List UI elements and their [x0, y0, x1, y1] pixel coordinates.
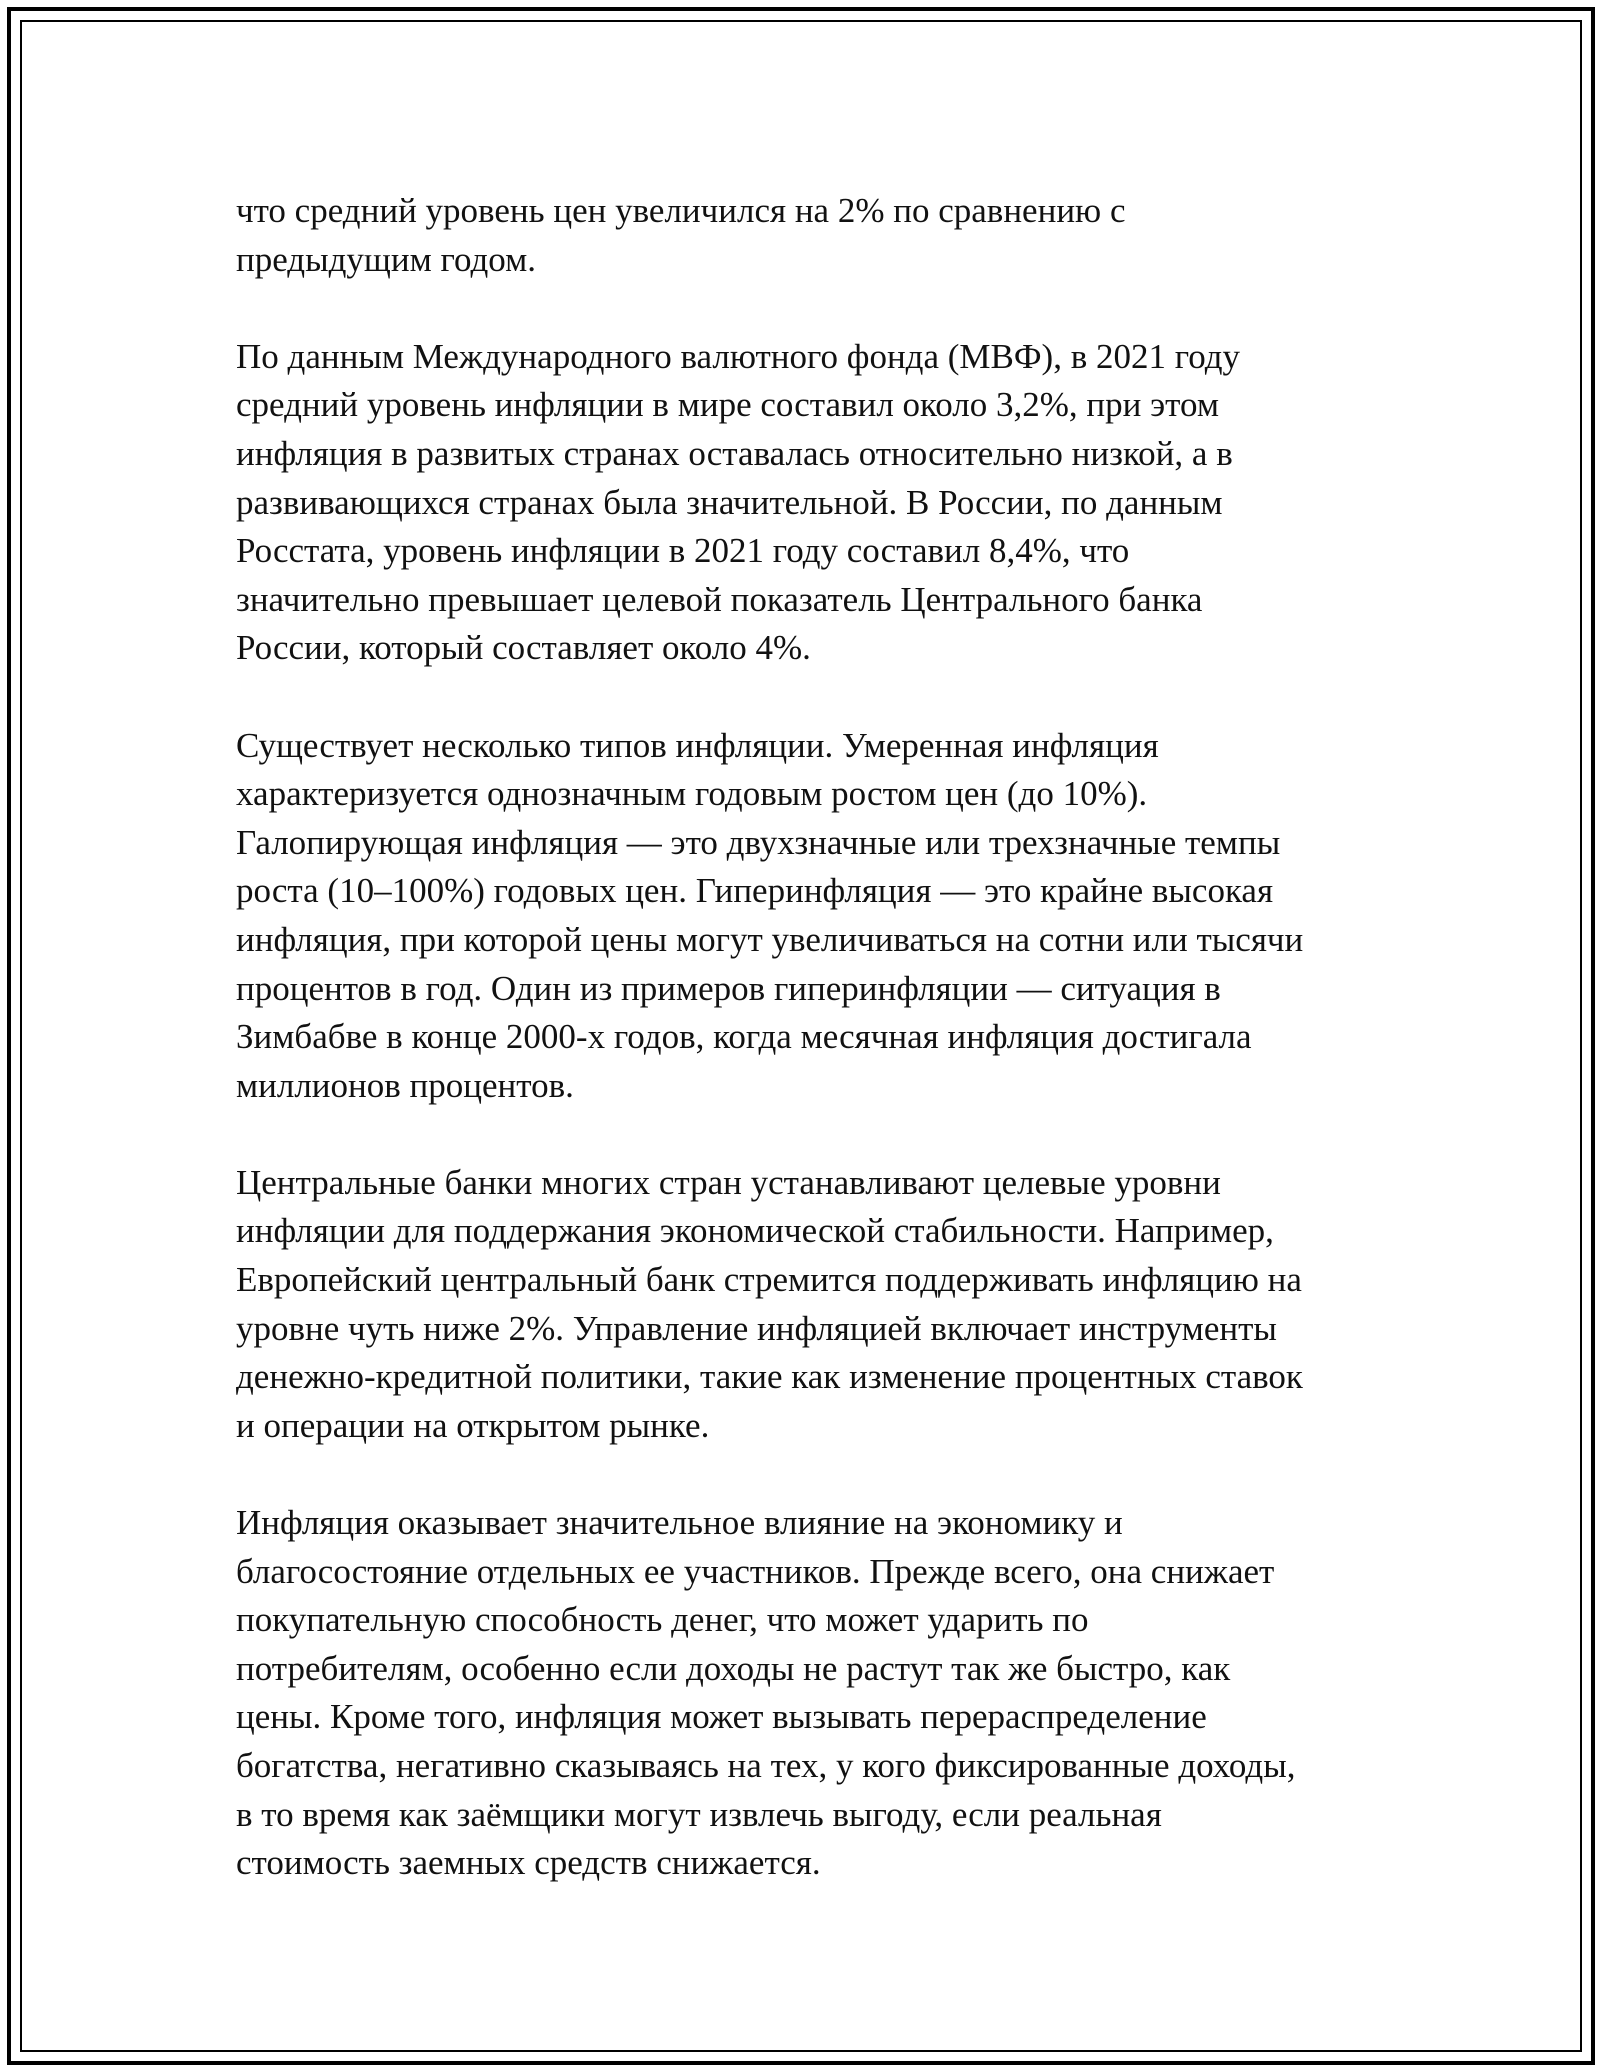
text-line: инфляция в развитых странах оставалась относительно низкой, а в [236, 433, 1233, 473]
text-line: в то время как заёмщики могут извлечь выгоду, если реальная [236, 1794, 1162, 1834]
paragraph-central-banks [236, 1159, 1396, 1451]
text-line: Росстата, уровень инфляции в 2021 году составил 8,4%, что [236, 531, 1130, 571]
text-line: цены. Кроме того, инфляция может вызывать перераспределение [236, 1697, 1207, 1737]
text-line: уровне чуть ниже 2%. Управление инфляцией включает инструменты [236, 1308, 1277, 1348]
text-line: благосостояние отдельных ее участников. Прежде всего, она снижает [236, 1551, 1275, 1591]
text-line: инфляция, при которой цены могут увеличиваться на сотни или тысячи [236, 919, 1304, 959]
text-line: характеризуется однозначным годовым ростом цен (до 10%). [236, 774, 1148, 814]
text-line: предыдущим годом. [236, 239, 537, 279]
paragraph-imf-data [236, 333, 1396, 673]
text-line: значительно превышает целевой показатель Центрального банка [236, 579, 1203, 619]
paragraph-price-level [236, 187, 1396, 284]
text-line: По данным Международного валютного фонда (МВФ), в 2021 году [236, 336, 1241, 376]
text-line: миллионов процентов. [236, 1065, 574, 1105]
text-line: роста (10–100%) годовых цен. Гиперинфляция — это крайне высокая [236, 871, 1274, 911]
paragraph-inflation-impact [236, 1499, 1396, 1888]
text-line: покупательную способность денег, что может ударить по [236, 1600, 1089, 1640]
text-line: России, который составляет около 4%. [236, 628, 811, 668]
document-body [236, 187, 1396, 1936]
text-line: стоимость заемных средств снижается. [236, 1843, 821, 1883]
text-line: средний уровень инфляции в мире составил около 3,2%, при этом [236, 385, 1219, 425]
text-line: Зимбабве в конце 2000-х годов, когда месячная инфляция достигала [236, 1017, 1252, 1057]
text-line: богатства, негативно сказываясь на тех, у кого фиксированные доходы, [236, 1746, 1296, 1785]
text-line: развивающихся странах была значительной. В России, по данным [236, 482, 1223, 522]
text-line: процентов в год. Один из примеров гиперинфляции — ситуация в [236, 968, 1221, 1008]
text-line: Инфляция оказывает значительное влияние на экономику и [236, 1503, 1123, 1543]
text-line: Галопирующая инфляция — это двухзначные или трехзначные темпы [236, 822, 1281, 862]
text-line: инфляции для поддержания экономической стабильности. Например, [236, 1211, 1274, 1251]
paragraph-inflation-types [236, 722, 1396, 1111]
text-line: денежно-кредитной политики, такие как изменение процентных ставок [236, 1357, 1303, 1397]
text-line: и операции на открытом рынке. [236, 1405, 710, 1445]
text-line: Существует несколько типов инфляции. Умеренная инфляция [236, 725, 1159, 765]
text-line: Европейский центральный банк стремится поддерживать инфляцию на [236, 1260, 1302, 1300]
text-line: Центральные банки многих стран устанавливают целевые уровни [236, 1162, 1221, 1202]
text-line: что средний уровень цен увеличился на 2% по сравнению с [236, 191, 1126, 230]
text-line: потребителям, особенно если доходы не растут так же быстро, как [236, 1648, 1231, 1688]
